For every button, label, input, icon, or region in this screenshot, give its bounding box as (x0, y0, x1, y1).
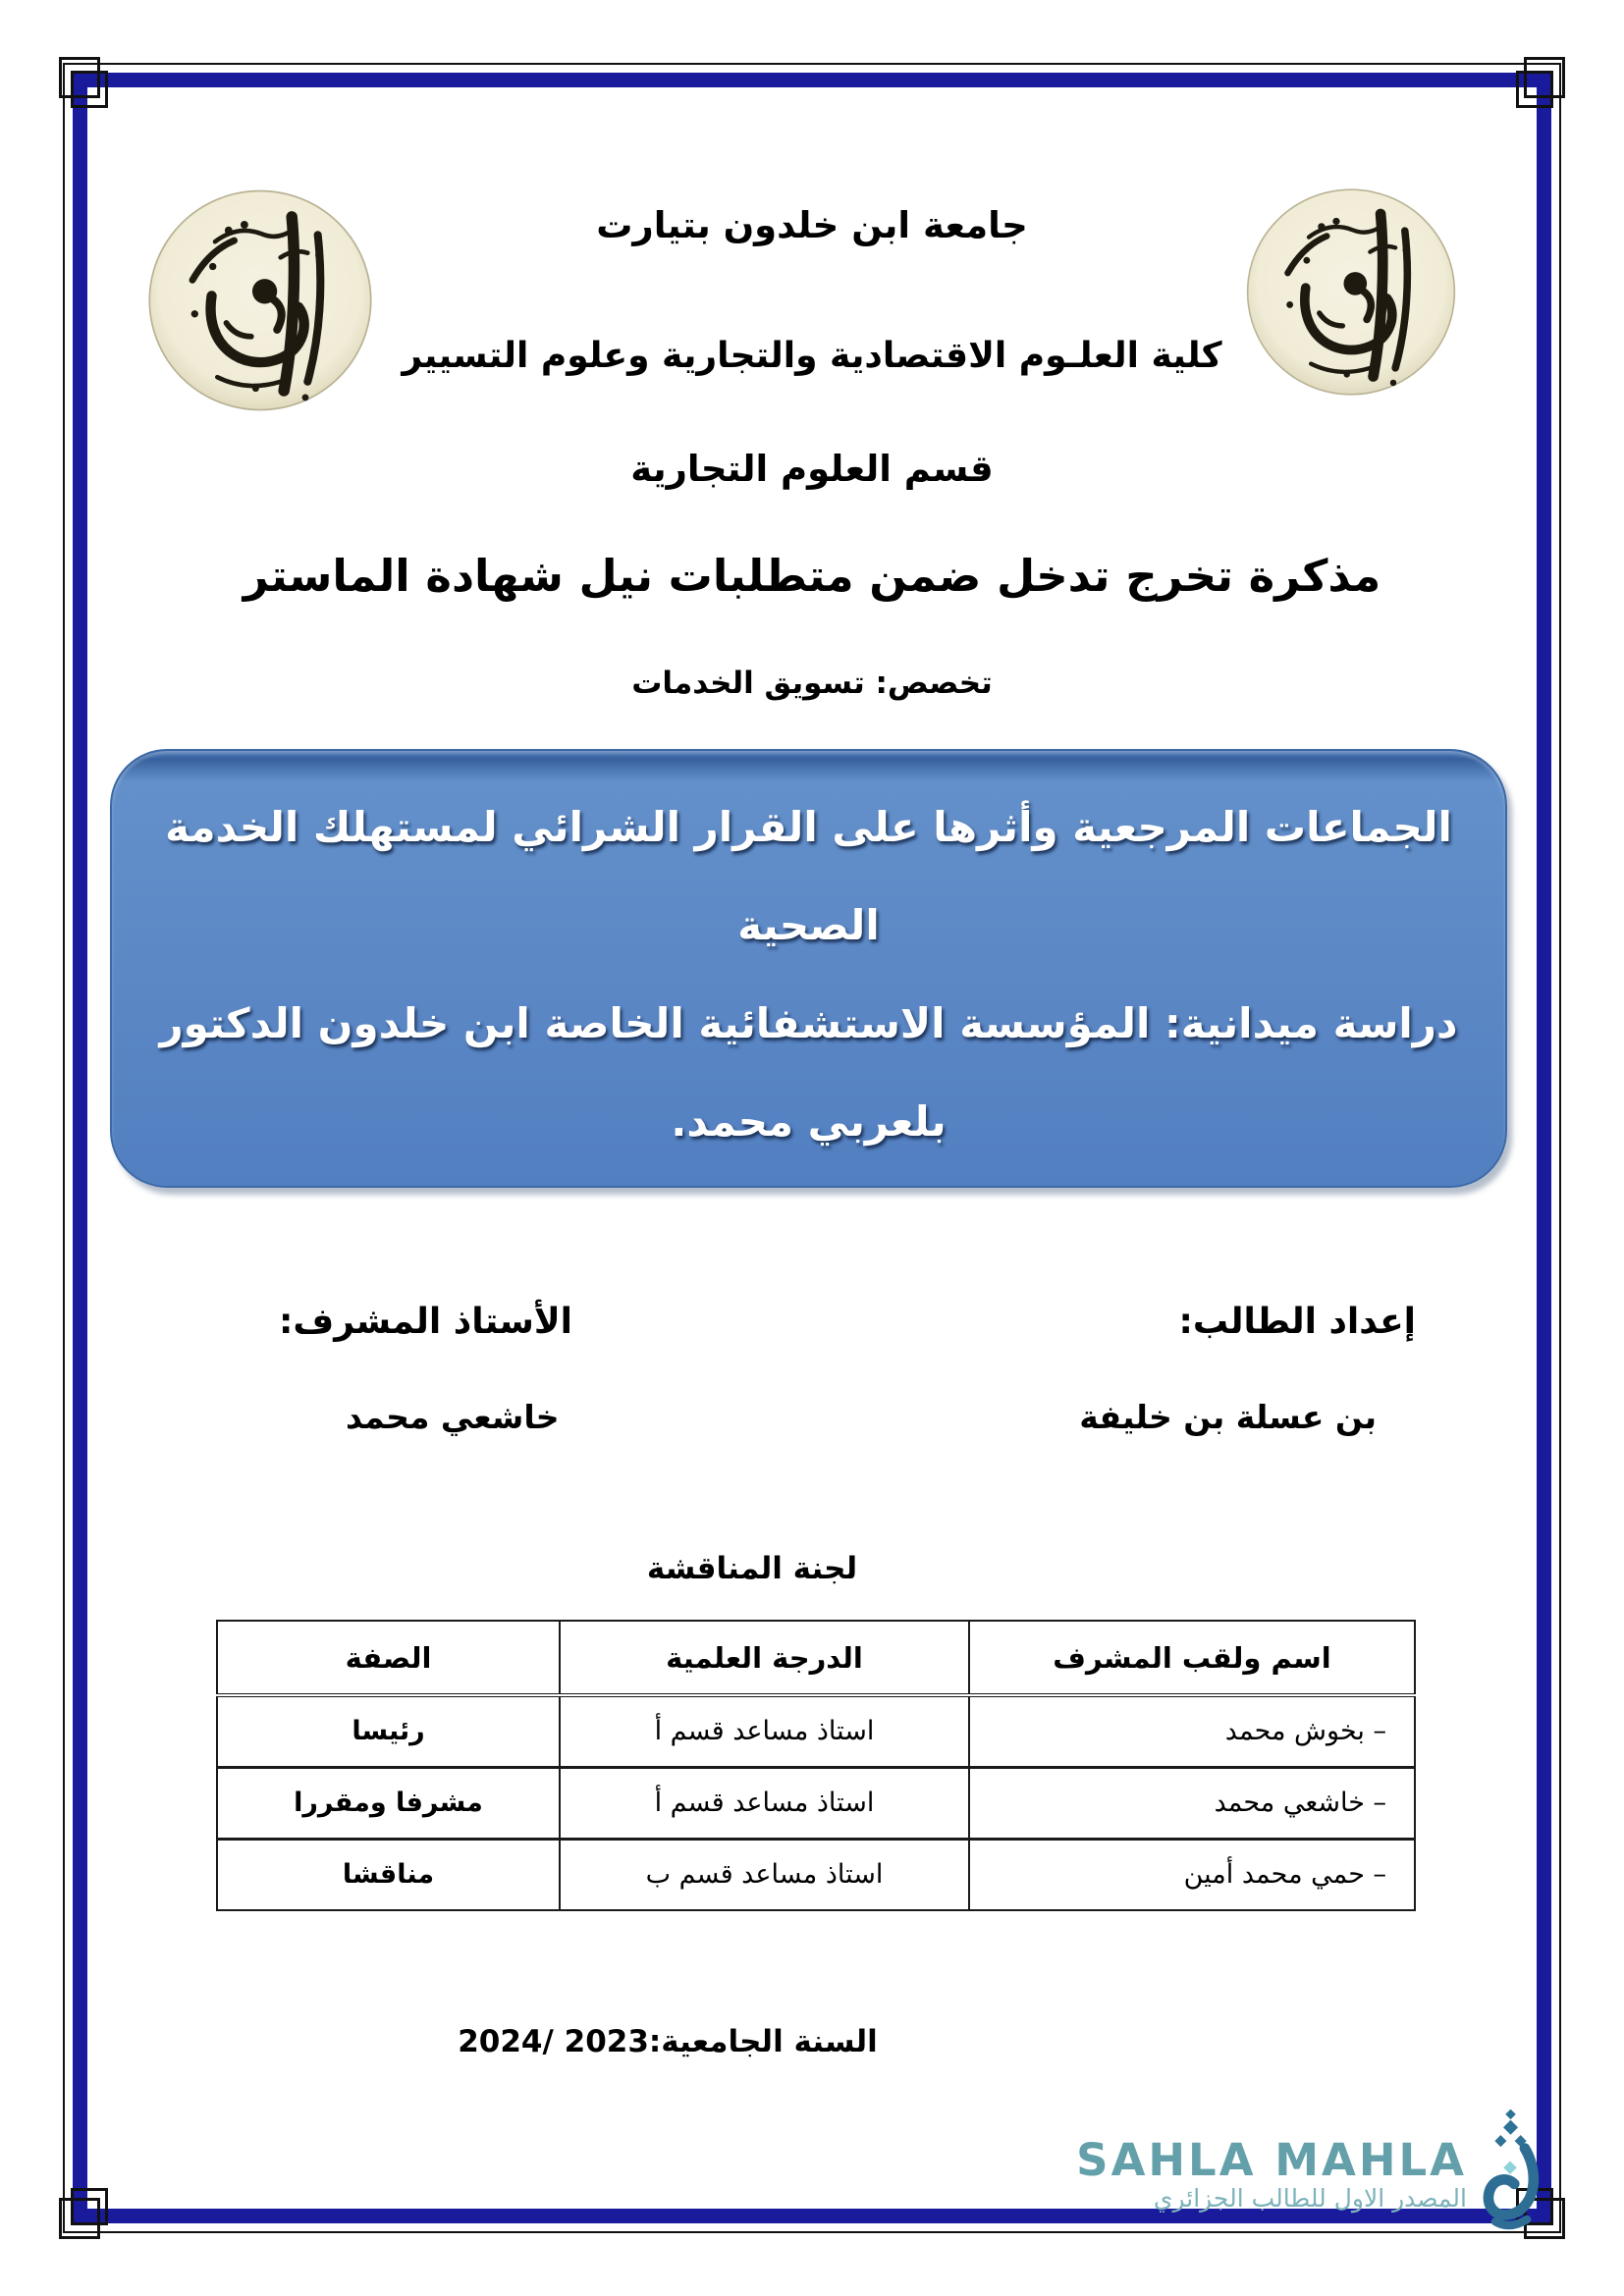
cell-name: – حمي محمد أمين (969, 1839, 1415, 1910)
cell-degree: استاذ مساعد قسم أ (560, 1695, 969, 1767)
committee-table (216, 1620, 1416, 1911)
column-header-name: اسم ولقب المشرف (969, 1621, 1415, 1695)
table-row (217, 1839, 1415, 1910)
column-header-degree: الدرجة العلمية (560, 1621, 969, 1695)
cell-role: مشرفا ومقررا (217, 1767, 560, 1839)
academic-year: السنة الجامعية:2023 /2024 (458, 2024, 878, 2059)
thesis-title-line4: بلعربي محمد. (671, 1097, 947, 1146)
student-label: إعداد الطالب: (1178, 1302, 1416, 1342)
cell-role: رئيسا (217, 1695, 560, 1767)
table-row (217, 1767, 1415, 1839)
student-name: بن عسلة بن خليفة (1079, 1398, 1377, 1436)
thesis-title-line1: الجماعات المرجعية وأثرها على القرار الشرائي لمستهلك الخدمة (165, 803, 1452, 851)
table-header-row (217, 1621, 1415, 1695)
table-row (217, 1695, 1415, 1767)
specialty-line: تخصص: تسويق الخدمات (631, 666, 993, 701)
cell-degree: استاذ مساعد قسم أ (560, 1767, 969, 1839)
faculty-name: كلية العلـوم الاقتصادية والتجارية وعلوم التسيير (402, 336, 1222, 376)
thesis-title-line2: الصحية (737, 901, 880, 949)
corner-ornament-bottom-left (59, 2188, 110, 2239)
column-header-role: الصفة (217, 1621, 560, 1695)
cell-name: – خاشعي محمد (969, 1767, 1415, 1839)
cell-name: – بخوش محمد (969, 1695, 1415, 1767)
thesis-type-line: مذكرة تخرج تدخل ضمن متطلبات نيل شهادة الماستر (243, 550, 1381, 602)
university-name: جامعة ابن خلدون بتيارت (596, 204, 1028, 246)
cell-degree: استاذ مساعد قسم ب (560, 1839, 969, 1910)
committee-table-body (217, 1695, 1415, 1910)
watermark-logo-icon (1473, 2109, 1547, 2234)
supervisor-name: خاشعي محمد (346, 1398, 560, 1436)
corner-ornament-top-left (59, 57, 110, 108)
committee-heading: لجنة المناقشة (646, 1551, 858, 1586)
watermark (1076, 2134, 1467, 2213)
department-name: قسم العلوم التجارية (630, 448, 994, 490)
cell-role: مناقشا (217, 1839, 560, 1910)
supervisor-label: الأستاذ المشرف: (279, 1302, 573, 1342)
watermark-tagline: المصدر الاول للطالب الجزائري (1153, 2184, 1467, 2213)
thesis-title-box (110, 749, 1507, 1188)
thesis-title-line3: دراسة ميدانية: المؤسسة الاستشفائية الخاصة ابن خلدون الدكتور (159, 999, 1458, 1047)
watermark-brand: SAHLA MAHLA (1076, 2134, 1467, 2186)
corner-ornament-top-right (1514, 57, 1565, 108)
